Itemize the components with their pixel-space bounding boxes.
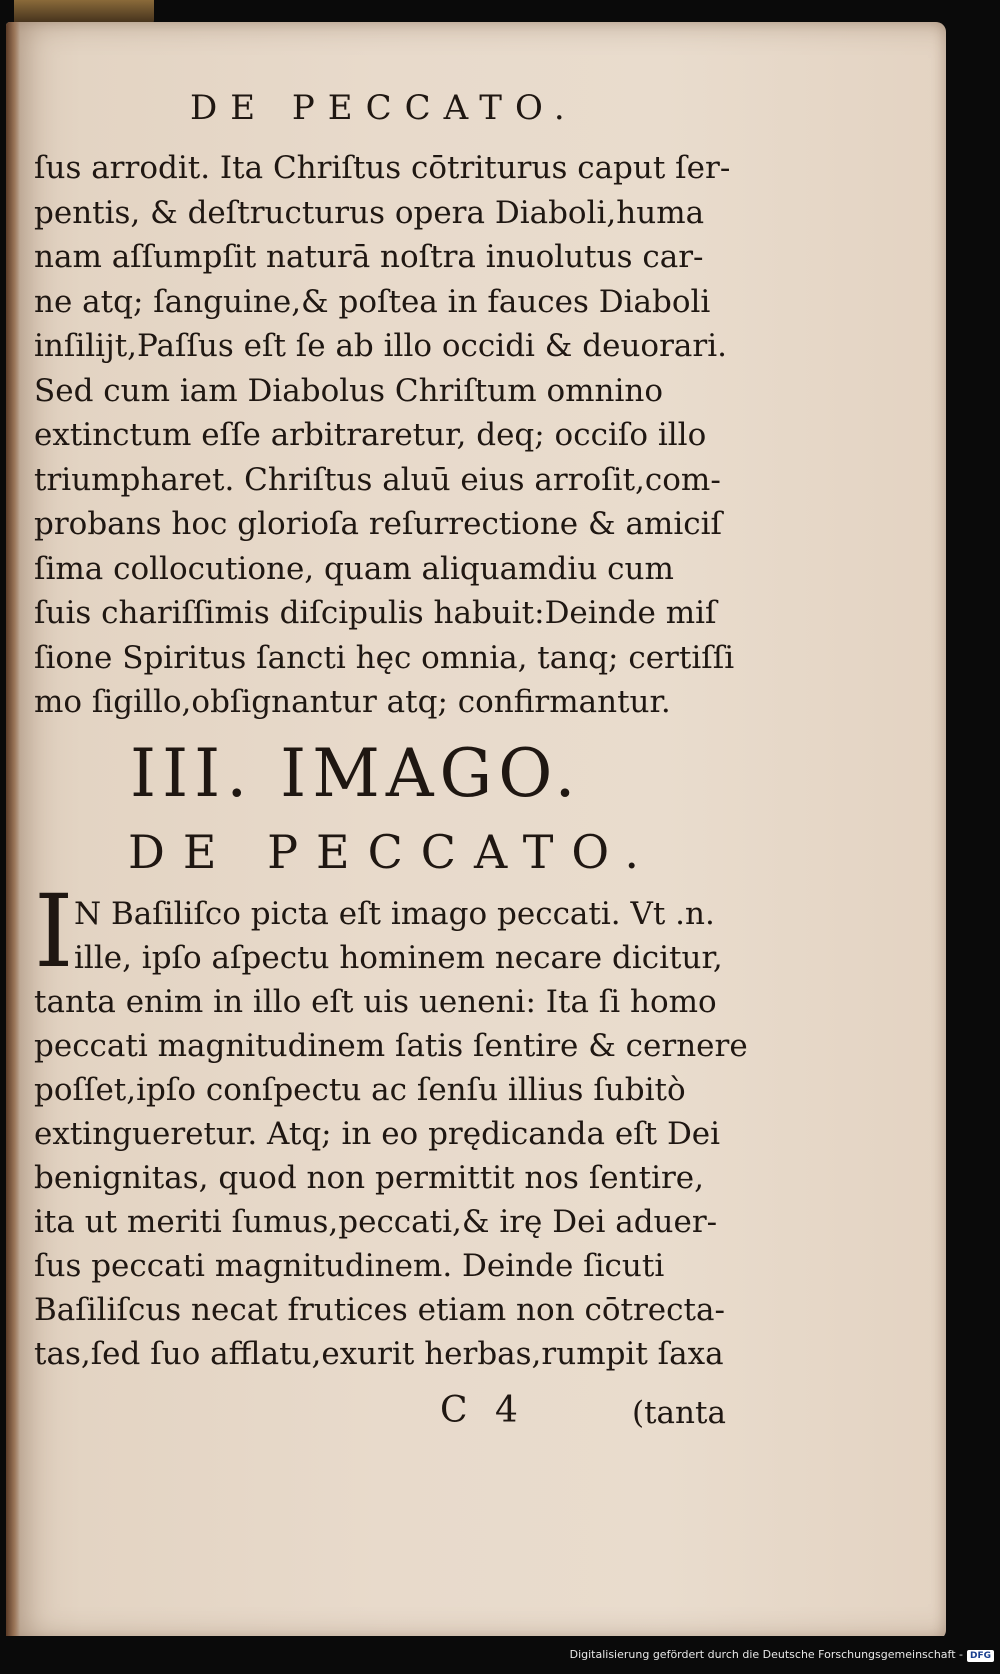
chapter-subtitle: DE PECCATO. bbox=[128, 825, 658, 879]
text-line: ſuis chariſſimis diſcipulis habuit:Deinde miſ bbox=[34, 595, 717, 631]
text-line: pentis, & deſtructurus opera Diaboli,huma bbox=[34, 194, 705, 231]
text-line: extinctum eſſe arbitraretur, deq; occiſo illo bbox=[34, 417, 707, 453]
text-line: ſus peccati magnitudinem. Deinde ſicuti bbox=[34, 1248, 665, 1284]
text-line: extingueretur. Atq; in eo prędicanda eſt Dei bbox=[34, 1116, 721, 1152]
text-line: peccati magnitudinem ſatis ſentire & cernere bbox=[34, 1028, 748, 1064]
text-line: N Baſiliſco picta eſt imago peccati. Vt .n. bbox=[74, 896, 715, 932]
credit-text: Digitalisierung gefördert durch die Deutsche Forschungsgemeinschaft - bbox=[569, 1648, 963, 1661]
paragraph-1 bbox=[34, 146, 734, 725]
text-line: benignitas, quod non permittit nos ſentire, bbox=[34, 1160, 704, 1196]
paragraph-2 bbox=[34, 892, 748, 1376]
text-line: tanta enim in illo eſt uis ueneni: Ita ſi homo bbox=[34, 984, 717, 1020]
text-line: mo ſigillo,obſignantur atq; confirmantur. bbox=[34, 684, 671, 720]
text-line: Baſiliſcus necat frutices etiam non cōtrecta- bbox=[34, 1292, 725, 1328]
text-line: ille, ipſo aſpectu hominem necare dicitur, bbox=[74, 940, 723, 976]
text-line: ſus arrodit. Ita Chriſtus cōtriturus caput ſer- bbox=[34, 150, 731, 186]
running-head: DE PECCATO. bbox=[190, 88, 578, 128]
dfg-logo-icon: DFG bbox=[967, 1650, 994, 1662]
text-line: ne atq; ſanguine,& poſtea in fauces Diaboli bbox=[34, 283, 711, 320]
text-line: ita ut meriti ſumus,peccati,& irę Dei aduer- bbox=[34, 1204, 718, 1240]
catchword: (tanta bbox=[632, 1395, 726, 1431]
text-line: ſione Spiritus ſancti hęc omnia, tanq; certiſſi bbox=[34, 639, 735, 676]
text-line: ſima collocutione, quam aliquamdiu cum bbox=[34, 550, 674, 587]
page-binding-edge bbox=[6, 22, 20, 1640]
text-line: probans hoc glorioſa reſurrectione & amiciſ bbox=[34, 506, 722, 542]
text-line: Sed cum iam Diabolus Chriſtum omnino bbox=[34, 372, 664, 409]
text-line: poſſet,ipſo conſpectu ac ſenſu illius ſubitò bbox=[34, 1072, 686, 1108]
signature-mark: C 4 bbox=[440, 1390, 526, 1431]
digitization-credit bbox=[570, 1648, 994, 1662]
chapter-title: III. IMAGO. bbox=[130, 735, 582, 812]
text-line: triumpharet. Chriſtus aluū eius arroſit,com- bbox=[34, 461, 721, 498]
text-line: nam aſſumpſit naturā noſtra inuolutus car- bbox=[34, 239, 704, 275]
text-line: tas,ſed ſuo afflatu,exurit herbas,rumpit ſaxa bbox=[34, 1336, 724, 1372]
drop-capital: I bbox=[34, 873, 74, 990]
text-line: inſilijt,Paſſus eſt ſe ab illo occidi & deuorari. bbox=[34, 328, 727, 364]
